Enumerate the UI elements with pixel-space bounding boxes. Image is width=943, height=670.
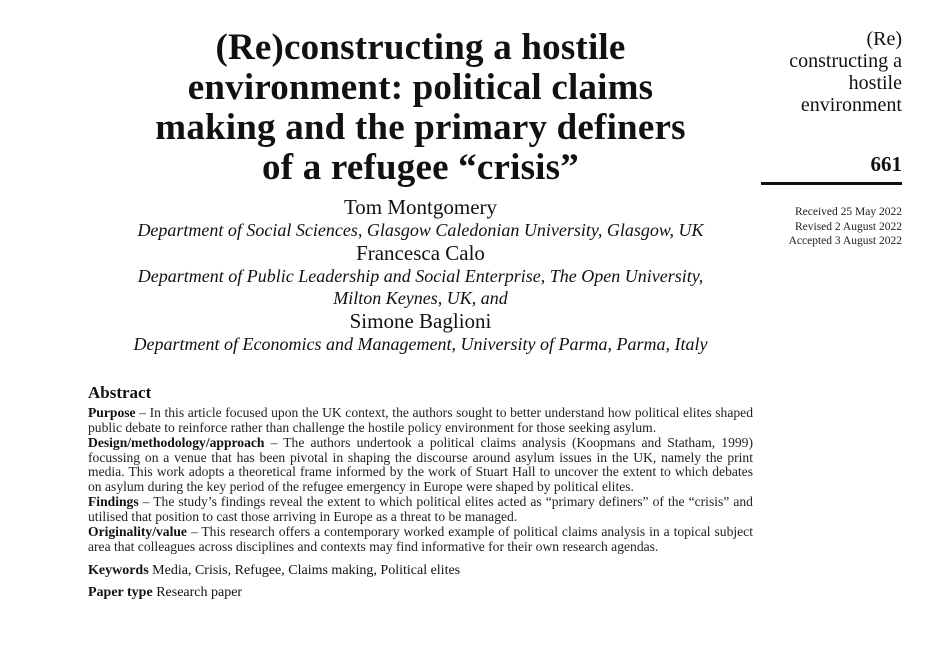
author-list <box>88 195 753 355</box>
running-title-line: hostile <box>848 72 902 94</box>
keywords-label: Keywords <box>88 563 149 578</box>
author-affiliation: Department of Public Leadership and Social Enterprise, The Open University, <box>137 266 704 286</box>
abstract-section-text: This research offers a contemporary worked example of political claims analysis in a topical subject area that colleagues across disciplines and contexts may find informative for their own research agendas. <box>88 524 753 554</box>
paper-type-label: Paper type <box>88 585 153 600</box>
date-received: Received 25 May 2022 <box>795 206 902 218</box>
running-header <box>752 28 902 176</box>
article-title <box>88 28 753 188</box>
running-title-line: constructing a <box>789 50 902 72</box>
running-title-line: environment <box>800 94 902 116</box>
abstract-heading: Abstract <box>88 383 152 402</box>
article-main <box>88 28 753 601</box>
title-line: environment: political claims <box>187 67 654 108</box>
abstract-separator: – <box>135 405 150 420</box>
title-line: (Re)constructing a hostile <box>215 27 626 68</box>
abstract-purpose <box>88 406 753 435</box>
author-name: Francesca Calo <box>356 241 485 265</box>
abstract-section-text: In this article focused upon the UK context, the authors sought to better understand how political elites shaped public debate to reinforce rather than challenge the hostile policy environment for those seeking asylum. <box>88 405 754 435</box>
author-affiliation: Department of Social Sciences, Glasgow Caledonian University, Glasgow, UK <box>137 220 704 240</box>
date-revised: Revised 2 August 2022 <box>794 220 902 233</box>
abstract <box>88 383 753 601</box>
running-title <box>752 28 902 116</box>
abstract-findings <box>88 495 753 524</box>
abstract-separator: – <box>264 435 284 450</box>
abstract-section-text: The authors undertook a political claims analysis (Koopmans and Statham, 1999) focussing on a venue that has been pivotal in shaping the discourse around asylum issues in the UK, namely the print media. This work adopts a theoretical frame informed by the work of Stuart Hall to uncover the extent to which debates on asylum during the key period of the refugee emergency in Europe were shaped by political elites. <box>88 435 753 494</box>
abstract-originality <box>88 525 753 554</box>
abstract-design <box>88 436 753 494</box>
abstract-section-label: Design/methodology/approach <box>88 435 265 450</box>
paper-type-text: Research paper <box>156 585 243 600</box>
author-affiliation: Department of Economics and Management, University of Parma, Parma, Italy <box>133 334 708 354</box>
abstract-section-label: Findings <box>88 494 139 509</box>
abstract-separator: – <box>186 524 202 539</box>
title-line: making and the primary definers <box>155 107 686 148</box>
author-name: Tom Montgomery <box>343 195 498 219</box>
title-line: of a refugee “crisis” <box>262 147 579 188</box>
abstract-section-label: Purpose <box>88 405 136 420</box>
running-title-line: (Re) <box>866 28 902 50</box>
abstract-section-text: The study’s findings reveal the extent to which political elites acted as “primary definers” of the “crisis” and utilised that position to cast those arriving in Europe as a threat to be managed. <box>88 494 753 524</box>
abstract-section-label: Originality/value <box>88 524 187 539</box>
date-accepted: Accepted 3 August 2022 <box>788 235 902 247</box>
author-name: Simone Baglioni <box>349 309 492 333</box>
author-affiliation: Milton Keynes, UK, and <box>333 288 508 308</box>
keywords <box>88 562 753 579</box>
keywords-text: Media, Crisis, Refugee, Claims making, Political elites <box>152 563 461 578</box>
header-rule <box>761 182 902 185</box>
abstract-separator: – <box>138 494 154 509</box>
publication-dates <box>789 205 902 249</box>
page-number: 661 <box>870 152 902 176</box>
paper-type <box>88 584 753 601</box>
